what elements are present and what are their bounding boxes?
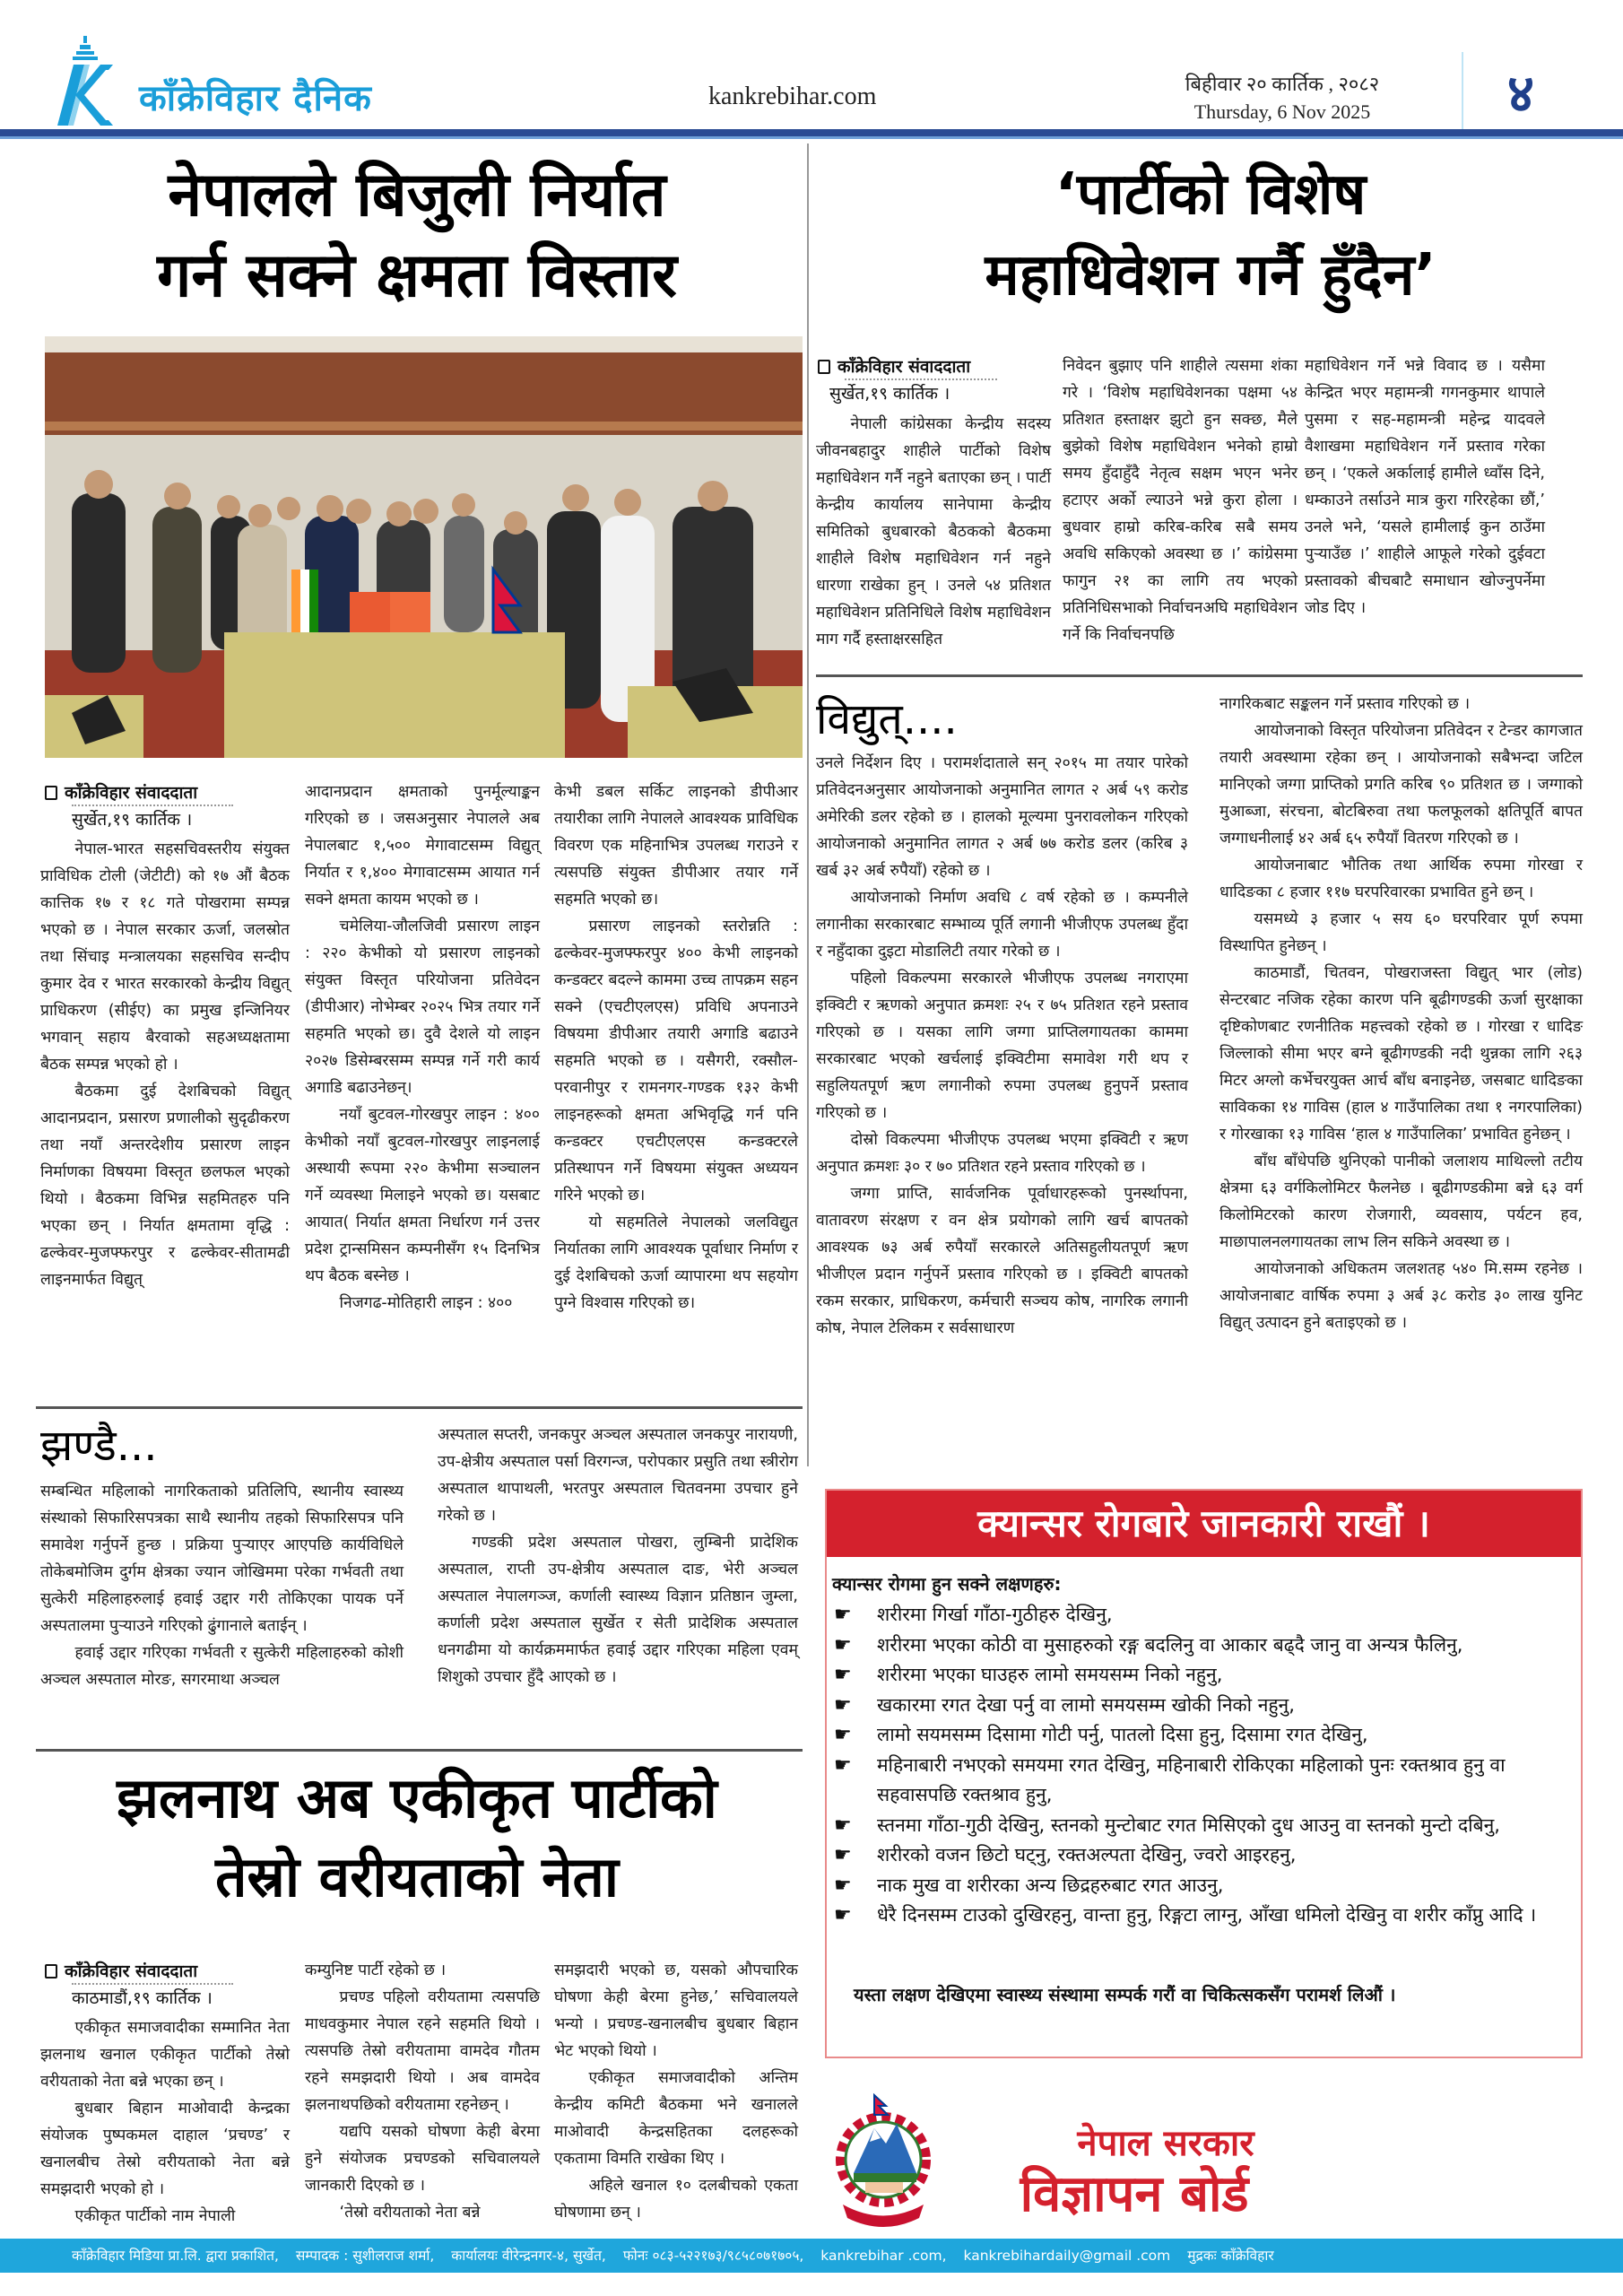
byline-party bbox=[818, 354, 970, 378]
pointing-hand-icon: ☛ bbox=[834, 1904, 852, 1926]
paragraph: आयोजनाको विस्तृत परियोजना प्रतिवेदन र टेन्डर कागजात तयारी अवस्थामा रहेका छन् । आयोजनाको सबैभन्दा जटिल मानिएको जग्गा प्राप्तिको प्रगति करिब ९० प्रतिशत छ । जग्गाको मुआब्जा, संरचना, बोटबिरुवा तथा फलफूलको क्षतिपूर्ति बापत जग्गाधनीलाई ४२ अर्ब ६५ रुपैयाँ वितरण गरिएको छ । bbox=[1219, 722, 1583, 848]
paragraph: हवाई उद्दार गरिएका गर्भवती र सुत्केरी महिलाहरुको कोशी अञ्चल अस्पताल मोरङ, सगरमाथा अञ्चल bbox=[40, 1644, 404, 1689]
cancer-ad-subtitle: क्यान्सर रोगमा हुन सक्ने लक्षणहरु: bbox=[832, 1573, 1062, 1595]
electricity-column-1 bbox=[816, 750, 1188, 1342]
paragraph: केभी डबल सर्किट लाइनको डीपीआर तयारीका लागि नेपालले आवश्यक प्राविधिक विवरण एक महिनाभित्र उपलब्ध गराउने र त्यसपछि संयुक्त डीपीआर तयार गर्ने सहमति भएको छ। bbox=[554, 783, 798, 909]
byline-text: काँक्रेविहार संवाददाता bbox=[838, 357, 971, 377]
headline-jhalanath-line1[interactable]: झलनाथ अब एकीकृत पार्टीको bbox=[117, 1765, 717, 1831]
headline-power-line1[interactable]: नेपालले बिजुली निर्यात bbox=[168, 160, 666, 230]
pointing-hand-icon: ☛ bbox=[834, 1664, 852, 1686]
flying-column-1 bbox=[40, 1478, 404, 1693]
party-column-3 bbox=[1305, 352, 1545, 622]
page-number-box bbox=[1462, 52, 1578, 133]
jhalanath-column-3 bbox=[554, 1957, 798, 2226]
footer-editor: सम्पादक : सुशीलराज शर्मा, bbox=[295, 2248, 435, 2264]
cancer-awareness-ad[interactable] bbox=[825, 1489, 1583, 2223]
section-divider bbox=[36, 1749, 803, 1752]
power-column-3 bbox=[554, 778, 798, 1317]
section-divider bbox=[816, 674, 1583, 677]
symptom-text: महिनाबारी नभएको समयमा रगत देखिनु, महिनाबारी रोकिएका महिलाको पुनः रक्तश्राव हुनु वा सहवासपछि रक्तश्राव हुनु, bbox=[877, 1753, 1506, 1805]
symptom-list bbox=[832, 1600, 1572, 1931]
symptom-item bbox=[832, 1600, 1572, 1631]
paragraph: चमेलिया-जौलजिवी प्रसारण लाइन : २२० केभीको यो प्रसारण लाइनको संयुक्त विस्तृत परियोजना प्रतिवेदन (डीपीआर) नोभेम्बर २०२५ भित्र तयार गर्ने सहमति भएको छ। दुवै देशले यो लाइन २०२७ डिसेम्बरसम्म सम्पन्न गर्ने गरी कार्य अगाडि बढाउनेछन्। bbox=[305, 918, 540, 1097]
symptom-item bbox=[832, 1691, 1572, 1721]
photo-signing-ceremony bbox=[45, 336, 803, 758]
footer-imprint bbox=[0, 2239, 1623, 2273]
byline-text: काँक्रेविहार संवाददाता bbox=[65, 1961, 198, 1981]
paragraph: एकीकृत समाजवादीको अन्तिम केन्द्रीय कमिटी बैठकमा भने खनालले माओवादी केन्द्रसहितका दलहरूको एकतामा विमति राखेका थिए । bbox=[554, 2069, 798, 2168]
jhalanath-column-2 bbox=[305, 1957, 540, 2226]
byline-jhalanath bbox=[45, 1959, 197, 1982]
paragraph: एकीकृत समाजवादीका सम्मानित नेता झलनाथ खनाल एकीकृत पार्टीको तेस्रो वरीयताको नेता बन्ने भएका छन् । bbox=[40, 2019, 290, 2091]
logo-text: काँक्रेविहार दैनिक bbox=[139, 78, 372, 119]
paragraph: यो सहमतिले नेपालको जलविद्युत निर्यातका लागि आवश्यक पूर्वाधार निर्माण र दुई देशबिचको ऊर्जा व्यापारमा थप सहयोग पुग्ने विश्वास गरिएको छ। bbox=[554, 1213, 798, 1312]
symptom-text: खकारमा रगत देखा पर्नु वा लामो समयसम्म खोकी निको नहुनु, bbox=[877, 1693, 1295, 1716]
paragraph: उनले निर्देशन दिए । परामर्शदाताले सन् २०१५ मा तयार पारेको प्रतिवेदनअनुसार आयोजनाको अनुमानित लागत २ अर्ब ५९ करोड अमेरिकी डलर रहेको छ । हालको मूल्यमा पुनरावलोकन गरिएको आयोजनाको अनुमानित लागत २ अर्ब ७७ करोड डलर (करिब ३ खर्ब ३२ अर्ब रुपैयाँ) रहेको छ । bbox=[816, 754, 1188, 880]
paragraph: आयोजनाबाट भौतिक तथा आर्थिक रुपमा गोरखा र धादिङका ८ हजार ११७ घरपरिवारका प्रभावित हुने छन् । bbox=[1219, 857, 1583, 901]
symptom-item bbox=[832, 1720, 1572, 1751]
byline-text: काँक्रेविहार संवाददाता bbox=[65, 783, 198, 803]
symptom-text: शरीरमा गिर्खा गाँठा-गुठीहरु देखिनु, bbox=[877, 1604, 1113, 1625]
paragraph: आयोजनाको अधिकतम जलशतह ५४० मि.सम्म रहनेछ । आयोजनाबाट वार्षिक रुपमा ३ अर्ब ३८ करोड ३० लाख युनिट विद्युत् उत्पादन हुने बताइएको छ । bbox=[1219, 1260, 1583, 1332]
advertising-board-ad bbox=[825, 2061, 1583, 2231]
symptom-text: शरीरमा भएका घाउहरु लामो समयसम्म निको नहुनु, bbox=[877, 1664, 1223, 1685]
byline-rule bbox=[845, 378, 997, 380]
headline-jhalanath-line2[interactable]: तेस्रो वरीयताको नेता bbox=[215, 1844, 619, 1909]
jhalanath-column-1 bbox=[40, 2014, 290, 2230]
paragraph: गण्डकी प्रदेश अस्पताल पोखरा, लुम्बिनी प्रादेशिक अस्पताल, राप्ती उप-क्षेत्रीय अस्पताल दाङ, भेरी अञ्चल अस्पताल नेपालगञ्ज, कर्णाली स्वास्थ्य विज्ञान प्रतिष्ठान जुम्ला, कर्णाली प्रदेश अस्पताल सुर्खेत र सेती प्रादेशिक अस्पताल धनगढीमा यो कार्यक्रममार्फत हवाई उद्दार गरिएका महिला एवम् शिशुको उपचार हुँदै आएको छ । bbox=[438, 1534, 798, 1686]
paragraph: पहिलो विकल्पमा सरकारले भीजीएफ उपलब्ध नगराएमा इक्विटी र ऋणको अनुपात क्रमशः २५ र ७५ प्रतिशत रहने प्रस्ताव गरिएको छ । यसका लागि जग्गा प्राप्तिलगायतका काममा सरकारबाट भएको खर्चलाई इक्विटीमा समावेश गरी थप र सहुलियतपूर्ण ऋण लगानीको रुपमा उपलब्ध हुनुपर्ने प्रस्ताव गरिएको छ । bbox=[816, 970, 1188, 1122]
paragraph: ‘तेस्रो वरीयताको नेता बन्ने bbox=[339, 2204, 481, 2222]
site-url[interactable]: kankrebihar.com bbox=[708, 83, 877, 110]
symptom-text: लामो सयमसम्म दिसामा गोटी पर्नु, पातलो दिसा हुनु, दिसामा रगत देखिनु, bbox=[877, 1724, 1368, 1745]
paragraph: महाधिवेशन गर्ने भन्ने विवाद छ । यसैमा केन्द्रित भएर महामन्त्री गगनकुमार थापाले पुसमा र सह-महामन्त्री महेन्द्र यादवले वैशाखमा महाधिवेशन गर्ने प्रस्ताव गरेका छन् । ‘एकले अर्कालाई हामीले ध्वाँस दिने, धम्काउने तर्साउने मात्र कुरा गरिरहेका छौं,’ उनले भने, ‘यसले हामीलाई कुन ठाउँमा पुऱ्याउँछ ।’ शाहीले आफूले गरेको दुईवटा प्रस्तावको बीचबाटै समाधान खोज्नुपर्नेमा जोड दिए । bbox=[1305, 357, 1545, 617]
pointing-hand-icon: ☛ bbox=[834, 1874, 852, 1897]
logo-temple-icon bbox=[54, 34, 135, 128]
symptom-text: शरीरमा भएका कोठी वा मुसाहरुको रङ्ग बदलिनु वा आकार बढ्दै जानु वा अन्यत्र फैलिनु, bbox=[877, 1633, 1463, 1656]
flying-column-2 bbox=[438, 1422, 798, 1691]
dateline-power: सुर्खेत,१९ कार्तिक । bbox=[72, 810, 193, 830]
symptom-item bbox=[832, 1660, 1572, 1691]
symptom-item bbox=[832, 1751, 1572, 1811]
masthead bbox=[0, 0, 1623, 135]
page-number: ४ bbox=[1506, 63, 1535, 124]
paragraph: निजगढ-मोतिहारी लाइन : ४०० bbox=[339, 1294, 513, 1312]
paragraph: प्रचण्ड पहिलो वरीयतामा त्यसपछि माधवकुमार नेपाल रहने सहमति थियो । त्यसपछि तेस्रो वरीयतामा वामदेव गौतम रहने समझदारी थियो । अब वामदेव झलनाथपछिको वरीयतामा रहनेछन् । bbox=[305, 1988, 540, 2114]
pointing-hand-icon: ☛ bbox=[834, 1693, 852, 1717]
paragraph: दोस्रो विकल्पमा भीजीएफ उपलब्ध भएमा इक्विटी र ऋण अनुपात क्रमशः ३० र ७० प्रतिशत रहने प्रस्ताव गरिएको छ । bbox=[816, 1131, 1188, 1176]
symptom-item bbox=[832, 1871, 1572, 1901]
checkbox-square-icon bbox=[45, 1964, 57, 1979]
masthead-rule-accent bbox=[0, 136, 1623, 139]
paragraph: नेपाली कांग्रेसका केन्द्रीय सदस्य जीवनबहादुर शाहीले पार्टीको विशेष महाधिवेशन गर्नै नहुने बताएका छन् । पार्टी केन्द्रीय कार्यालय सानेपामा केन्द्रीय समितिको बुधबारको बैठकको बैठकमा शाहीले विशेष महाधिवेशन गर्न नहुने धारणा राखेका हुन् । उनले ५४ प्रतिशत महाधिवेशन प्रतिनिधिले विशेष महाधिवेशन माग गर्दै हस्ताक्षरसहित bbox=[816, 415, 1051, 648]
jump-title-electricity[interactable]: विद्युत्.... bbox=[816, 694, 958, 744]
pointing-hand-icon: ☛ bbox=[834, 1724, 852, 1746]
footer-email[interactable]: kankrebihardaily@gmail .com bbox=[963, 2248, 1171, 2264]
paragraph: बाँध बाँधेपछि थुनिएको पानीको जलाशय माथिल्लो तटीय क्षेत्रमा ६३ वर्गकिलोमिटर फैलनेछ । बूढीगण्डकीमा बन्ने ६३ वर्ग किलोमिटरको कारण रोजगारी, व्यवसाय, पर्यटन हव, माछापालनलगायतका लाभ लिन सकिने अवस्था छ । bbox=[1219, 1152, 1583, 1251]
adboard-line1: नेपाल सरकार bbox=[1077, 2123, 1254, 2164]
section-divider bbox=[36, 1406, 803, 1409]
paragraph: जग्गा प्राप्ति, सार्वजनिक पूर्वाधारहरूको पुनर्स्थापना, वातावरण संरक्षण र वन क्षेत्र प्रयोगको लागि खर्च बापतको आवश्यक ७३ अर्ब रुपैयाँ सरकारले अतिसहुलीयतपूर्ण ऋण भीजीएल प्रदान गर्नुपर्ने प्रस्ताव गरिएको छ । इक्विटी बापतको रकम सरकार, प्राधिकरण, कर्मचारी सञ्चय कोष, नागरिक लगानी कोष, नेपाल टेलिकम र सर्वसाधारण bbox=[816, 1185, 1188, 1337]
symptom-text: धेरै दिनसम्म टाउको दुखिरहनु, वान्ता हुनु, रिङ्गटा लाग्नु, आँखा धमिलो देखिनु वा शरीर काँप्नु आदि । bbox=[877, 1904, 1537, 1926]
paragraph: यसमध्ये ३ हजार ५ सय ६० घरपरिवार पूर्ण रुपमा विस्थापित हुनेछन् । bbox=[1219, 910, 1583, 955]
symptom-item bbox=[832, 1631, 1572, 1661]
pointing-hand-icon: ☛ bbox=[834, 1753, 852, 1777]
column-divider bbox=[807, 144, 809, 1466]
nepal-emblem-icon bbox=[834, 2088, 933, 2231]
byline-rule bbox=[72, 804, 233, 806]
paragraph: एकीकृत पार्टीको नाम नेपाली bbox=[74, 2207, 236, 2225]
date-english: Thursday, 6 Nov 2025 bbox=[1193, 100, 1371, 123]
symptom-text: शरीरको वजन छिटो घट्नु, रक्तअल्पता देखिनु, ज्वरो आइरहनु, bbox=[877, 1844, 1297, 1866]
paragraph: बुधबार बिहान माओवादी केन्द्रका संयोजक पुष्पकमल दाहाल ‘प्रचण्ड’ र खनालबीच तेस्रो वरीयताको नेता बन्ने समझदारी भएको हो । bbox=[40, 2100, 290, 2198]
paragraph: काठमाडौं, चितवन, पोखराजस्ता विद्युत् भार (लोड) सेन्टरबाट नजिक रहेका कारण पनि बूढीगण्डकी ऊर्जा सुरक्षाका दृष्टिकोणबाट रणनीतिक महत्त्वको रहेको छ । गोरखा र धादिङ जिल्लाको सीमा भएर बग्ने बूढीगण्डकी नदी थुन्नका लागि २६३ मिटर अग्लो कर्भेचरयुक्त आर्च बाँध बनाइनेछ, जसबाट धादिङका साविकका १४ गाविस (हाल ४ गाउँपालिका तथा १ नगरपालिका) र गोरखाका १३ गाविस ‘हाल ४ गाउँपालिका’ प्रभावित हुनेछन् । bbox=[1219, 964, 1583, 1144]
paragraph: अस्पताल सप्तरी, जनकपुर अञ्चल अस्पताल जनकपुर नारायणी, उप-क्षेत्रीय अस्पताल पर्सा विरगन्ज, परोपकार प्रसुति तथा स्त्रीरोग अस्पताल थापाथली, भरतपुर अस्पताल चितवनमा उपचार हुने गरेको छ । bbox=[438, 1426, 798, 1525]
symptom-item bbox=[832, 1900, 1572, 1931]
paragraph: आदानप्रदान क्षमताको पुनर्मूल्याङ्कन गरिएको छ । जसअनुसार नेपालले अब नेपालबाट १,५०० मेगावाटसम्म विद्युत् निर्यात र १,४०० मेगावाटसम्म आयात गर्न सक्ने क्षमता कायम भएको छ । bbox=[305, 783, 540, 909]
date-nepali: बिहीवार २० कार्तिक , २०८२ bbox=[1185, 73, 1380, 95]
jump-title-flying[interactable]: झण्डै... bbox=[40, 1421, 158, 1471]
paragraph: बैठकमा दुई देशबिचको विद्युत् आदानप्रदान, प्रसारण प्रणालीको सुदृढीकरण तथा नयाँ अन्तरदेशीय प्रसारण लाइन निर्माणका विषयमा विस्तृत छलफल भएको थियो । बैठकमा विभिन्न सहमितहरु पनि भएका छन् । निर्यात क्षमतामा वृद्धि : ढल्केवर-मुजफ्फरपुर र ढल्केवर-सीतामढी लाइनमार्फत विद्युत् bbox=[40, 1083, 290, 1289]
paragraph: निवेदन बुझाए पनि शाहीले त्यसमा शंका गरे । ‘विशेष महाधिवेशनका पक्षमा ५४ प्रतिशत हस्ताक्षर झुटो हुन सक्छ, मैले बुझेको विशेष महाधिवेशन भनेको हाम्रो समय हुँदाहुँदै नेतृत्व सक्षम भएन भनेर हटाएर अर्को ल्याउने भन्ने कुरा होला । बुधवार हाम्रो करिब-करिब सबै समय अवधि सकिएको अवस्था छ ।’ कांग्रेसमा फागुन २१ का लागि तय भएको प्रतिनिधिसभाको निर्वाचनअघि महाधिवेशन गर्ने कि निर्वाचनपछि bbox=[1063, 357, 1298, 644]
byline-power bbox=[45, 780, 197, 804]
paragraph: नेपाल-भारत सहसचिवस्तरीय संयुक्त प्राविधिक टोली (जेटीटी) को १७ औं बैठक कात्तिक १७ र १८ गते पोखरामा सम्पन्न भएको छ । नेपाल सरकार ऊर्जा, जलस्रोत तथा सिंचाइ मन्त्रालयका सहसचिव सन्दीप कुमार देव र भारत सरकारको केन्द्रीय विद्युत् प्राधिकरण (सीईए) का प्रमुख इन्जिनियर भगवान् सहाय बैरवाको सहअध्यक्षतामा बैठक सम्पन्न भएको हो । bbox=[40, 840, 290, 1074]
checkbox-square-icon bbox=[818, 360, 830, 374]
footer-office: कार्यालयः वीरेन्द्रनगर-४, सुर्खेत, bbox=[451, 2248, 606, 2264]
party-column-2 bbox=[1063, 352, 1298, 648]
paragraph: प्रसारण लाइनको स्तरोन्नति : ढल्केवर-मुजफ्फरपुर ४०० केभी लाइनको कन्डक्टर बदल्ने काममा उच्च तापक्रम सहन सक्ने (एचटीएलएस) प्रविधि अपनाउने विषयमा डीपीआर तयारी अगाडि बढाउने सहमति भएको छ । यसैगरी, रक्सौल-परवानीपुर र रामनगर-गण्डक १३२ केभी लाइनहरूको क्षमता अभिवृद्धि गर्न पनि कन्डक्टर एचटीएलएस कन्डक्टरले प्रतिस्थापन गर्ने विषयमा संयुक्त अध्ययन गरिने भएको छ। bbox=[554, 918, 798, 1205]
masthead-rule bbox=[0, 129, 1623, 136]
paragraph: समझदारी भएको छ, यसको औपचारिक घोषणा केही बेरमा हुनेछ,’ सचिवालयले भन्यो । प्रचण्ड-खनालबीच बुधबार बिहान भेट भएको थियो । bbox=[554, 1961, 798, 2060]
symptom-text: नाक मुख वा शरीरका अन्य छिद्रहरुबाट रगत आउनु, bbox=[877, 1874, 1224, 1896]
pointing-hand-icon: ☛ bbox=[834, 1633, 852, 1657]
footer-web[interactable]: kankrebihar .com, bbox=[820, 2248, 947, 2264]
symptom-item bbox=[832, 1840, 1572, 1871]
paragraph: सम्बन्धित महिलाको नागरिकताको प्रतिलिपि, स्थानीय स्वास्थ्य संस्थाको सिफारिसपत्रका साथै स्थानीय तहको सिफारिसपत्र पनि समावेश गर्नुपर्ने हुन्छ । प्रक्रिया पुऱ्याएर आएपछि कार्यविधिले तोकेबमोजिम दुर्गम क्षेत्रका ज्यान जोखिममा परेका गर्भवती तथा सुत्केरी महिलाहरुलाई हवाई उद्दार गरी तोकिएका पायक पर्ने अस्पतालमा पुऱ्याउने गरिएको ढुंगानाले बताईन् । bbox=[40, 1483, 404, 1635]
dateline-jhalanath: काठमाडौं,१९ कार्तिक । bbox=[72, 1988, 213, 2008]
paragraph: नयाँ बुटवल-गोरखपुर लाइन : ४०० केभीको नयाँ बुटवल-गोरखपुर लाइनलाई अस्थायी रूपमा २२० केभीमा सञ्चालन गर्ने व्यवस्था मिलाइने भएको छ। यसबाट आयात( निर्यात क्षमता निर्धारण गर्न उत्तर प्रदेश ट्रान्समिसन कम्पनीसँग १५ दिनभित्र थप बैठक बस्नेछ । bbox=[305, 1106, 540, 1285]
headline-party-line1[interactable]: ‘पार्टीको विशेष bbox=[1055, 161, 1367, 228]
headline-power-line2[interactable]: गर्न सक्ने क्षमता विस्तार bbox=[157, 240, 677, 311]
checkbox-square-icon bbox=[45, 786, 57, 800]
symptom-text: स्तनमा गाँठा-गुठी देखिनु, स्तनको मुन्टोबाट रगत मिसिएको दुध आउनु वा स्तनको मुन्टो दबिनु, bbox=[877, 1813, 1500, 1836]
paragraph: कम्युनिष्ट पार्टी रहेको छ । bbox=[305, 1961, 447, 1979]
footer-phone[interactable]: फोनः ०८३-५२२१७३/९८५८०७१७०५, bbox=[622, 2248, 804, 2264]
paragraph: अहिले खनाल १० दलबीचको एकता घोषणामा छन् । bbox=[554, 2177, 798, 2222]
newspaper-logo[interactable] bbox=[54, 34, 484, 128]
power-column-1 bbox=[40, 836, 290, 1293]
power-column-2 bbox=[305, 778, 540, 1317]
footer-publisher: काँक्रेविहार मिडिया प्रा.लि. द्वारा प्रकाशित, bbox=[72, 2248, 279, 2264]
paragraph: आयोजनाको निर्माण अवधि ८ वर्ष रहेको छ । कम्पनीले लगानीका सरकारबाट सम्भाव्य पूर्ति लगानी भीजीएफ उपलब्ध हुँदा र नहुँदाका दुइटा मोडालिटी तयार गरेको छ । bbox=[816, 889, 1188, 961]
cancer-ad-footer: यस्ता लक्षण देखिएमा स्वास्थ्य संस्थामा सम्पर्क गरौं वा चिकित्सकसँग परामर्श लिऔं । bbox=[854, 1984, 1396, 2005]
paragraph: यद्यपि यसको घोषणा केही बेरमा हुने संयोजक प्रचण्डको सचिवालयले जानकारी दिएको छ । bbox=[305, 2123, 540, 2195]
article-photo[interactable] bbox=[45, 336, 803, 758]
headline-party-line2[interactable]: महाधिवेशन गर्नै हुँदैन’ bbox=[985, 242, 1436, 309]
party-column-1 bbox=[816, 411, 1051, 653]
cancer-ad-banner: क्यान्सर रोगबारे जानकारी राखौं । bbox=[827, 1491, 1581, 1557]
symptom-item bbox=[832, 1811, 1572, 1841]
adboard-line2: विज्ञापन बोर्ड bbox=[1020, 2165, 1249, 2223]
dateline-party: सुर्खेत,१९ कार्तिक । bbox=[829, 384, 950, 404]
footer-printer: मुद्रकः काँक्रेविहार bbox=[1187, 2248, 1274, 2264]
paragraph: नागरिकबाट सङ्कलन गर्ने प्रस्ताव गरिएको छ । bbox=[1219, 695, 1471, 713]
pointing-hand-icon: ☛ bbox=[834, 1604, 852, 1626]
pointing-hand-icon: ☛ bbox=[834, 1813, 852, 1837]
pointing-hand-icon: ☛ bbox=[834, 1844, 852, 1866]
byline-rule bbox=[72, 1983, 233, 1985]
electricity-column-2 bbox=[1219, 691, 1583, 1336]
